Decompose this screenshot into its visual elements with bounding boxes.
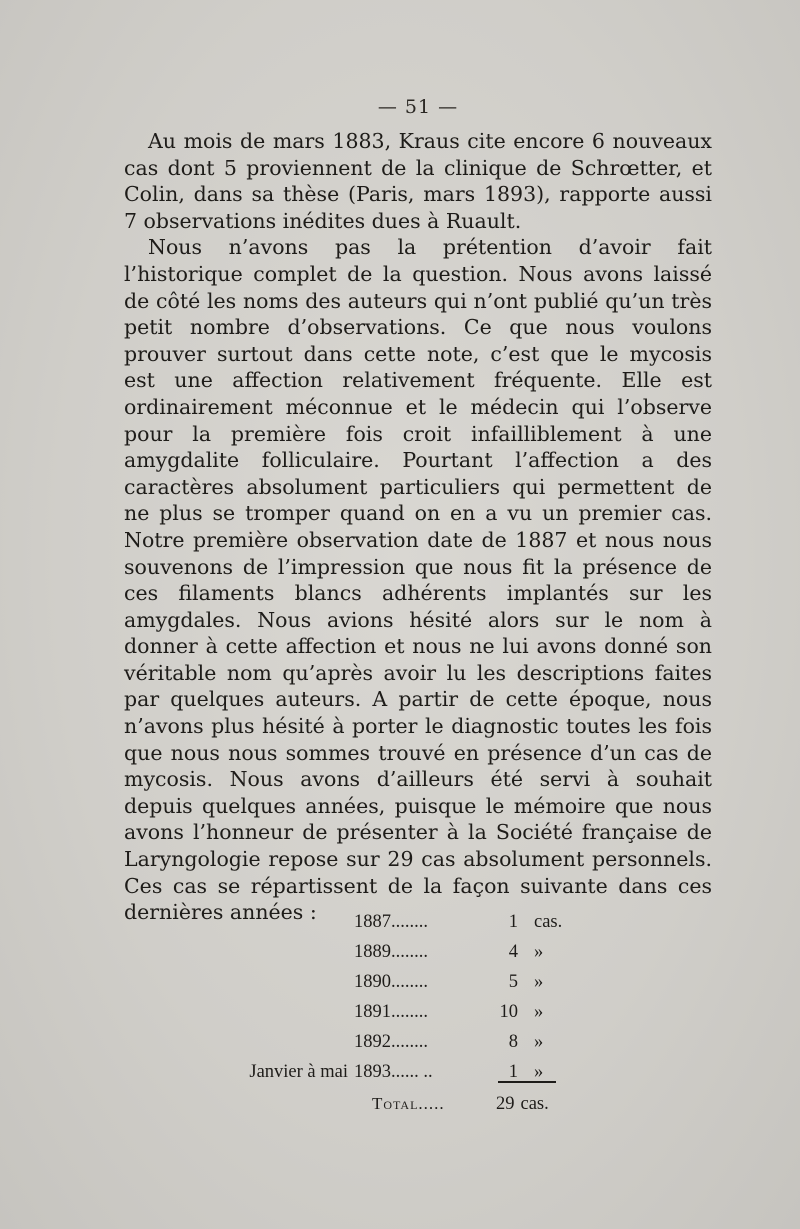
row-year: 1889........ xyxy=(354,942,428,962)
table-row xyxy=(0,972,800,998)
table-row xyxy=(0,912,800,938)
total-label: Total..... xyxy=(372,1094,445,1113)
paragraph-2: Nous n’avons pas la prétention d’avoir fait l’historique complet de la question. Nous avons laissé de côté les noms des auteurs qui n’ont publié qu’un très petit nombre d’observations. Ce que nous voulons prouver surtout dans cette note, c’est que le mycosis est une affection relativement fréquente. Elle est ordinairement méconnue et le médecin qui l’observe pour la première fois croit infailliblement à une amygdalite folliculaire. Pourtant l’affection a des caractères absolument particuliers qui permettent de ne plus se tromper quand on en a vu un premier cas. Notre première observation date de 1887 et nous nous souvenons de l’impression que nous fit la présence de ces filaments blancs adhérents implantés sur les amygdales. Nous avions hésité alors sur le nom à donner à cette affection et nous ne lui avons donné son véritable nom qu’après avoir lu les descriptions faites par quelques auteurs. A partir de cette époque, nous n’avons plus hésité à porter le diagnostic toutes les fois que nous nous sommes trouvé en présence d’un cas de mycosis. Nous avons d’ailleurs été servi à souhait depuis quelques années, puisque le mémoire que nous avons l’honneur de présenter à la Société française de Laryngologie repose sur 29 cas absolument personnels. Ces cas se répartissent de la façon suivante dans ces dernières années : xyxy=(124,235,712,925)
row-year: 1891........ xyxy=(354,1002,428,1022)
row-unit: cas. xyxy=(534,912,563,932)
row-year: 1890........ xyxy=(354,972,428,992)
row-leader-dots: ...... .. xyxy=(391,1062,433,1082)
row-year: 1887........ xyxy=(354,912,428,932)
total-rule xyxy=(498,1081,556,1083)
row-leader-dots: ........ xyxy=(391,1032,428,1052)
row-prefix: Janvier à mai xyxy=(249,1062,348,1082)
row-year: 1892........ xyxy=(354,1032,428,1052)
row-unit: » xyxy=(534,1032,544,1052)
row-count: 10 xyxy=(499,1002,518,1022)
total-value xyxy=(496,1094,549,1115)
page-number: — 51 — xyxy=(377,96,459,118)
row-leader-dots: ........ xyxy=(391,1002,428,1022)
row-count: 8 xyxy=(508,1032,518,1052)
table-row xyxy=(0,942,800,968)
total-count: 29 xyxy=(496,1094,515,1114)
table-row-last xyxy=(0,1062,800,1088)
body-text xyxy=(124,128,712,926)
total-unit: cas. xyxy=(520,1094,549,1114)
row-unit: » xyxy=(534,1062,544,1082)
table-row xyxy=(0,1002,800,1028)
row-leader-dots: ........ xyxy=(391,912,428,932)
row-count: 5 xyxy=(508,972,518,992)
row-unit: » xyxy=(534,1002,544,1022)
paragraph-1: Au mois de mars 1883, Kraus cite encore 6 nouveaux cas dont 5 proviennent de la clinique de Schrœtter, et Colin, dans sa thèse (Paris, mars 1893), rapporte aussi 7 observations inédites dues à Ruault. xyxy=(124,129,712,233)
row-unit: » xyxy=(534,942,544,962)
row-count: 4 xyxy=(508,942,518,962)
row-unit: » xyxy=(534,972,544,992)
row-year: 1893...... .. xyxy=(354,1062,433,1082)
row-count: 1 xyxy=(508,1062,518,1082)
row-leader-dots: ........ xyxy=(391,942,428,962)
row-leader-dots: ........ xyxy=(391,972,428,992)
row-count: 1 xyxy=(508,912,518,932)
